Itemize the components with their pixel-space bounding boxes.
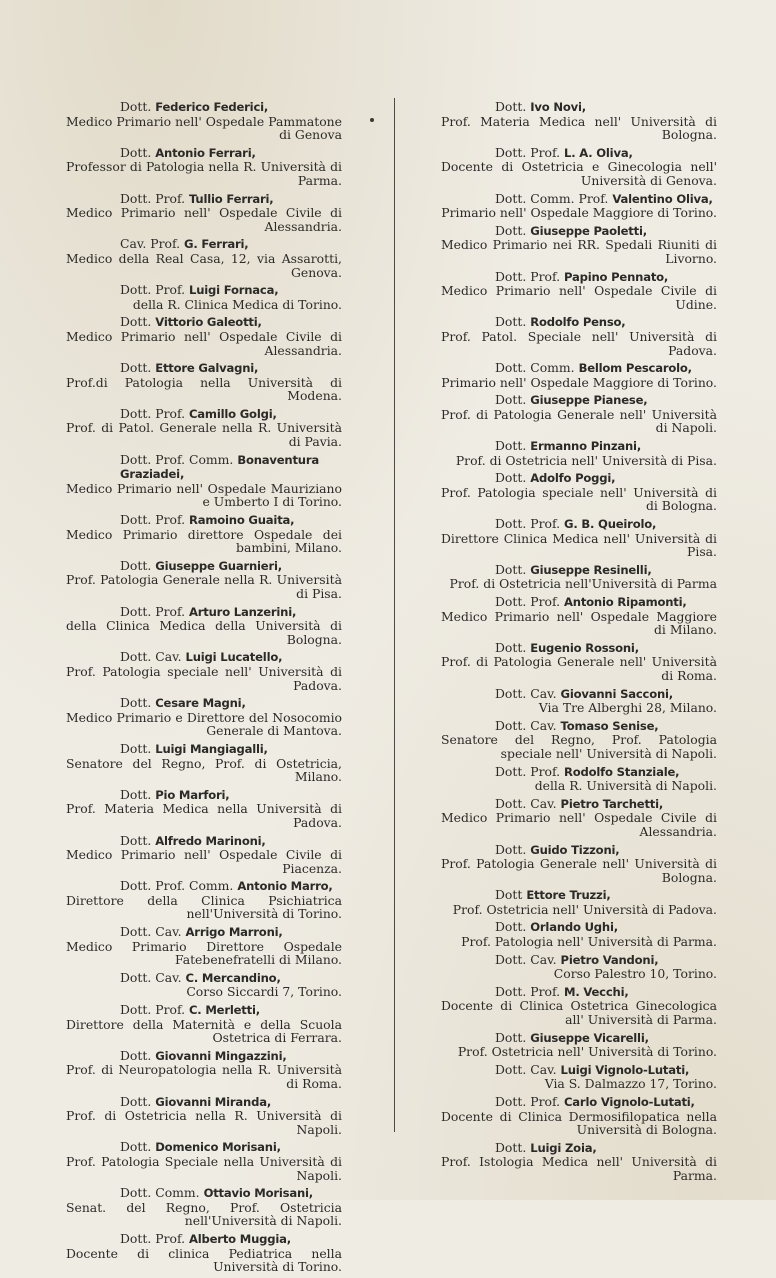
person-name: Giovanni Miranda, xyxy=(155,1094,272,1109)
directory-entry xyxy=(66,237,342,279)
affiliation: Docente di Clinica Ostetrica Ginecologica all' Università di Parma. xyxy=(441,998,717,1028)
affiliation: Prof. Istologia Medica nell' Università di Parma. xyxy=(441,1154,717,1183)
affiliation: Medico Primario nell' Ospedale Pammatone di Genova xyxy=(66,113,342,143)
directory-entry xyxy=(66,1049,342,1091)
directory-entry xyxy=(66,283,342,311)
title-prefix: Dott. Cav. xyxy=(495,951,557,967)
person-name: L. A. Oliva, xyxy=(564,145,633,160)
entry-heading xyxy=(66,146,342,161)
directory-entry xyxy=(441,888,717,916)
entry-heading xyxy=(441,439,717,454)
title-prefix: Dott. xyxy=(120,557,152,573)
person-name: Rodolfo Penso, xyxy=(530,315,626,330)
person-name: Cesare Magni, xyxy=(155,696,246,711)
entry-heading xyxy=(66,834,342,849)
person-name: Pietro Tarchetti, xyxy=(560,796,664,811)
person-name: Ermanno Pinzani, xyxy=(530,439,642,454)
column-divider xyxy=(394,98,395,1132)
title-prefix: Dott. xyxy=(495,392,527,408)
title-prefix: Dott. xyxy=(495,639,527,655)
affiliation: Direttore Clinica Medica nell' Università di Pisa. xyxy=(441,530,717,560)
entry-heading xyxy=(66,1049,342,1064)
title-prefix: Dott. xyxy=(495,1139,527,1155)
entry-heading xyxy=(66,407,342,422)
person-name: G. B. Queirolo, xyxy=(564,517,657,532)
person-name: Guido Tizzoni, xyxy=(530,842,620,857)
entry-heading xyxy=(441,100,717,115)
title-prefix: Dott. Prof. xyxy=(120,1002,186,1018)
title-prefix: Dott. xyxy=(120,99,152,114)
entry-heading xyxy=(66,192,342,207)
entry-heading xyxy=(441,888,717,903)
affiliation: Docente di clinica Pediatrica nella Università di Torino. xyxy=(66,1245,342,1275)
person-name: Luigi Mangiagalli, xyxy=(155,741,268,756)
directory-entry xyxy=(66,1140,342,1182)
directory-entry xyxy=(66,1232,342,1274)
directory-entry xyxy=(66,513,342,555)
person-name: Carlo Vignolo-Lutati, xyxy=(564,1095,695,1109)
affiliation: Prof. Patologia Speciale nella Università di Napoli. xyxy=(66,1153,342,1183)
person-name: Valentino Oliva, xyxy=(612,191,713,206)
title-prefix: Dott. xyxy=(120,314,152,330)
entry-heading xyxy=(66,315,342,330)
directory-entry xyxy=(66,453,342,509)
person-name: Arturo Lanzerini, xyxy=(189,604,297,619)
directory-entry xyxy=(441,687,717,715)
title-prefix: Dott. Prof. Comm. xyxy=(120,451,234,467)
title-prefix: Dott. xyxy=(120,1047,152,1063)
affiliation: Medico Primario Direttore Ospedale Fatebenefratelli di Milano. xyxy=(66,938,342,968)
title-prefix: Dott. xyxy=(120,144,152,160)
directory-entry xyxy=(66,971,342,999)
affiliation: Medico Primario e Direttore del Nosocomio Generale di Mantova. xyxy=(66,709,342,739)
directory-entry xyxy=(66,879,342,921)
person-name: Eugenio Rossoni, xyxy=(530,640,639,655)
title-prefix: Dott. Cav. xyxy=(120,649,182,665)
person-name: Ettore Galvagni, xyxy=(155,361,259,376)
affiliation: Prof. di Patologia Generale nell' Università di Roma. xyxy=(441,654,717,683)
entry-heading xyxy=(441,146,717,161)
affiliation: Medico Primario nell' Ospedale Mauriziano e Umberto I di Torino. xyxy=(66,480,342,510)
entry-heading xyxy=(441,517,717,532)
entry-heading xyxy=(66,453,342,482)
person-name: Antonio Ripamonti, xyxy=(564,595,687,609)
directory-entry xyxy=(441,1141,717,1183)
person-name: Giuseppe Paoletti, xyxy=(530,223,647,238)
directory-entry xyxy=(66,192,342,234)
directory-entry xyxy=(441,641,717,683)
entry-heading xyxy=(66,605,342,620)
affiliation: Medico Primario nell' Ospedale Civile di Alessandria. xyxy=(441,810,717,839)
entry-heading xyxy=(66,1232,342,1247)
affiliation: Senat. del Regno, Prof. Ostetricia nell'Università di Napoli. xyxy=(66,1199,342,1229)
person-name: Federico Federici, xyxy=(155,100,269,114)
directory-entry xyxy=(441,146,717,188)
entry-heading xyxy=(441,393,717,408)
directory-entry xyxy=(66,315,342,357)
person-name: Ottavio Morisani, xyxy=(203,1186,314,1201)
title-prefix: Dott. xyxy=(495,919,527,935)
title-prefix: Dott. xyxy=(495,438,527,454)
person-name: C. Mercandino, xyxy=(185,970,281,985)
title-prefix: Dott. Prof. xyxy=(120,405,186,421)
entry-heading xyxy=(441,1063,717,1078)
person-name: Tullio Ferrari, xyxy=(189,191,274,206)
entry-heading xyxy=(441,687,717,702)
entry-heading xyxy=(441,270,717,285)
title-prefix: Dott. xyxy=(120,832,152,848)
person-name: Domenico Morisani, xyxy=(155,1140,281,1155)
person-name: Arrigo Marroni, xyxy=(185,925,283,940)
affiliation: della R. Università di Napoli. xyxy=(534,778,717,794)
affiliation: Medico Primario nei RR. Spedali Riuniti di Livorno. xyxy=(441,237,717,266)
entry-heading xyxy=(66,971,342,986)
entry-heading xyxy=(66,925,342,940)
person-name: Tomaso Senise, xyxy=(560,718,659,733)
affiliation: Prof. Patologia nell' Università di Parma. xyxy=(461,934,717,950)
entry-heading xyxy=(441,797,717,812)
title-prefix: Dott. Cav. xyxy=(495,1061,557,1077)
directory-entry xyxy=(66,100,342,142)
affiliation: Prof. di Patologia Generale nell' Università di Napoli. xyxy=(441,406,717,436)
person-name: Orlando Ughi, xyxy=(530,920,618,935)
directory-entry xyxy=(441,953,717,981)
entry-heading xyxy=(441,224,717,239)
person-name: Luigi Fornaca, xyxy=(189,283,279,298)
affiliation: Direttore della Clinica Psichiatrica nell'Università di Torino. xyxy=(66,892,342,922)
title-prefix: Dott. xyxy=(495,99,527,114)
title-prefix: Dott. Prof. xyxy=(495,268,561,284)
person-name: Giuseppe Vicarelli, xyxy=(530,1030,649,1045)
title-prefix: Dott. Comm. xyxy=(120,1185,200,1201)
title-prefix: Dott. xyxy=(120,695,152,711)
affiliation: Prof. Ostetricia nell' Università di Padova. xyxy=(452,901,717,917)
title-prefix: Dott. Cav. xyxy=(495,795,557,811)
directory-entry xyxy=(441,563,717,591)
affiliation: Prof. Materia Medica nella Università di Padova. xyxy=(66,801,342,830)
entry-heading xyxy=(66,696,342,711)
directory-entry xyxy=(441,985,717,1027)
entry-heading xyxy=(66,1003,342,1018)
person-name: Antonio Ferrari, xyxy=(155,145,256,160)
entry-heading xyxy=(66,742,342,757)
title-prefix: Dott. xyxy=(120,786,152,802)
directory-entry xyxy=(441,1031,717,1059)
person-name: M. Vecchi, xyxy=(564,984,629,999)
entry-heading xyxy=(441,595,717,610)
affiliation: Prof. Ostetricia nell' Università di Torino. xyxy=(457,1044,717,1060)
entry-heading xyxy=(66,513,342,528)
person-name: Papino Pennato, xyxy=(564,269,669,284)
entry-heading xyxy=(441,1141,717,1156)
person-name: Antonio Marro, xyxy=(237,879,333,894)
entry-heading xyxy=(66,283,342,298)
affiliation: Prof. di Ostetricia nell'Università di Parma xyxy=(449,576,717,592)
directory-entry xyxy=(66,925,342,967)
title-prefix: Dott. Comm. xyxy=(495,360,575,376)
title-prefix: Dott. Prof. xyxy=(120,603,186,619)
person-name: Ettore Truzzi, xyxy=(526,888,611,903)
entry-heading xyxy=(441,192,717,207)
entry-heading xyxy=(66,788,342,803)
directory-entry xyxy=(441,595,717,637)
affiliation: Medico Primario nell' Ospedale Civile di Alessandria. xyxy=(66,205,342,234)
entry-heading xyxy=(66,100,342,115)
person-name: Giuseppe Guarnieri, xyxy=(155,558,282,573)
person-name: Alfredo Marinoni, xyxy=(155,833,266,848)
affiliation: Prof. di Neuropatologia nella R. Università di Roma. xyxy=(66,1062,342,1091)
person-name: Bonaventura Graziadei, xyxy=(120,452,320,482)
affiliation: Prof.di Patologia nella Università di Modena. xyxy=(66,374,342,404)
affiliation: Prof. Patologia speciale nell' Università di di Bologna. xyxy=(441,484,717,514)
ink-dot xyxy=(370,118,374,122)
entry-heading xyxy=(441,843,717,858)
person-name: Luigi Zoia, xyxy=(530,1140,597,1155)
directory-entry xyxy=(441,315,717,357)
entry-heading xyxy=(441,641,717,656)
directory-entry xyxy=(66,650,342,692)
affiliation: della Clinica Medica della Università di Bologna. xyxy=(66,618,342,647)
title-prefix: Dott. Prof. xyxy=(120,1230,186,1246)
person-name: Pio Marfori, xyxy=(155,787,230,802)
affiliation: Prof. Patol. Speciale nell' Università di Padova. xyxy=(441,328,717,358)
person-name: Giovanni Mingazzini, xyxy=(155,1048,287,1063)
affiliation: Docente di Clinica Dermosifilopatica nella Università di Bologna. xyxy=(441,1108,717,1138)
entry-heading xyxy=(441,985,717,1000)
entry-heading xyxy=(66,1140,342,1155)
directory-entry xyxy=(441,1095,717,1137)
person-name: Rodolfo Stanziale, xyxy=(564,764,680,779)
affiliation: Medico Primario nell' Ospedale Civile di Alessandria. xyxy=(66,328,342,358)
person-name: Giuseppe Resinelli, xyxy=(530,562,652,577)
directory-entry xyxy=(441,920,717,948)
title-prefix: Dott. xyxy=(495,841,527,857)
title-prefix: Dott. Prof. xyxy=(495,1094,561,1109)
title-prefix: Dott. xyxy=(495,314,527,330)
title-prefix: Dott. Cav. xyxy=(495,685,557,701)
entry-heading xyxy=(441,471,717,486)
affiliation: Primario nell' Ospedale Maggiore di Torino. xyxy=(441,374,717,390)
affiliation: Medico Primario nell' Ospedale Civile di Udine. xyxy=(441,283,717,312)
title-prefix: Dott. Comm. Prof. xyxy=(495,190,609,206)
title-prefix: Dott. xyxy=(495,1029,527,1045)
directory-entry xyxy=(66,559,342,601)
affiliation: Prof. Materia Medica nell' Università di Bologna. xyxy=(441,113,717,143)
person-name: Pietro Vandoni, xyxy=(560,952,659,967)
entry-heading xyxy=(66,559,342,574)
affiliation: Primario nell' Ospedale Maggiore di Torino. xyxy=(441,205,717,221)
left-column xyxy=(66,100,342,1278)
affiliation: Medico Primario nell' Ospedale Maggiore di Milano. xyxy=(441,608,717,638)
person-name: G. Ferrari, xyxy=(184,237,249,252)
entry-heading xyxy=(66,1095,342,1110)
title-prefix: Dott xyxy=(495,887,523,903)
directory-entry xyxy=(441,361,717,389)
person-name: Giuseppe Pianese, xyxy=(530,393,648,408)
affiliation: Via Tre Alberghi 28, Milano. xyxy=(538,700,717,716)
directory-entry xyxy=(441,843,717,885)
affiliation: Corso Palestro 10, Torino. xyxy=(553,966,717,982)
directory-entry xyxy=(66,1186,342,1228)
entry-heading xyxy=(66,237,342,252)
title-prefix: Dott. Prof. xyxy=(495,516,561,532)
title-prefix: Dott. Prof. xyxy=(495,594,561,609)
affiliation: Prof. di Patol. Generale nella R. Università di Pavia. xyxy=(66,420,342,450)
entry-heading xyxy=(66,1186,342,1201)
affiliation: Prof. di Ostetricia nella R. Università di Napoli. xyxy=(66,1108,342,1137)
directory-entry xyxy=(441,393,717,435)
directory-entry xyxy=(441,719,717,761)
entry-heading xyxy=(441,719,717,734)
entry-heading xyxy=(441,1031,717,1046)
directory-entry xyxy=(441,797,717,839)
directory-entry xyxy=(441,517,717,559)
person-name: C. Merletti, xyxy=(189,1003,260,1018)
title-prefix: Dott. xyxy=(120,740,152,756)
directory-entry xyxy=(441,1063,717,1091)
directory-entry xyxy=(66,788,342,830)
affiliation: Prof. Patologia Generale nella R. Università di Pisa. xyxy=(66,572,342,601)
person-name: Bellom Pescarolo, xyxy=(578,361,692,376)
title-prefix: Dott. Prof. xyxy=(495,144,561,160)
affiliation: Direttore della Maternità e della Scuola Ostetrica di Ferrara. xyxy=(66,1016,342,1046)
directory-entry xyxy=(66,742,342,784)
directory-entry xyxy=(441,471,717,513)
affiliation: Medico della Real Casa, 12, via Assarotti, Genova. xyxy=(66,250,342,280)
entry-heading xyxy=(441,361,717,376)
directory-entry xyxy=(66,407,342,449)
affiliation: Prof. Patologia Generale nell' Università di Bologna. xyxy=(441,856,717,885)
title-prefix: Dott. Prof. xyxy=(120,190,186,206)
entry-heading xyxy=(441,315,717,330)
affiliation: Corso Siccardi 7, Torino. xyxy=(186,984,342,1000)
directory-entry xyxy=(66,1003,342,1045)
directory-entry xyxy=(66,361,342,403)
title-prefix: Cav. Prof. xyxy=(120,236,181,252)
directory-entry xyxy=(441,439,717,467)
title-prefix: Dott. Cav. xyxy=(495,717,557,733)
directory-entry xyxy=(441,270,717,312)
directory-entry xyxy=(441,100,717,142)
directory-entry xyxy=(66,1095,342,1137)
person-name: Adolfo Poggi, xyxy=(530,471,616,486)
entry-heading xyxy=(66,361,342,376)
title-prefix: Dott. xyxy=(495,561,527,577)
title-prefix: Dott. xyxy=(120,1139,152,1155)
title-prefix: Dott. Prof. xyxy=(495,983,561,999)
directory-entry xyxy=(66,146,342,188)
affiliation: Senatore del Regno, Prof. di Ostetricia, Milano. xyxy=(66,755,342,785)
affiliation: Docente di Ostetricia e Ginecologia nell' Università di Genova. xyxy=(441,159,717,188)
affiliation: Medico Primario direttore Ospedale dei bambini, Milano. xyxy=(66,526,342,556)
affiliation: della R. Clinica Medica di Torino. xyxy=(132,296,342,312)
directory-entry xyxy=(66,696,342,738)
person-name: Ramoino Guaita, xyxy=(189,513,295,528)
title-prefix: Dott. Prof. xyxy=(120,512,186,528)
person-name: Alberto Muggia, xyxy=(189,1231,291,1246)
affiliation: Via S. Dalmazzo 17, Torino. xyxy=(544,1076,717,1092)
entry-heading xyxy=(441,920,717,935)
directory-entry xyxy=(441,224,717,266)
affiliation: Medico Primario nell' Ospedale Civile di Piacenza. xyxy=(66,847,342,876)
title-prefix: Dott. xyxy=(495,222,527,238)
directory-entry xyxy=(441,192,717,220)
entry-heading xyxy=(66,650,342,665)
directory-entry xyxy=(441,765,717,793)
title-prefix: Dott. Cav. xyxy=(120,924,182,940)
affiliation: Professor di Patologia nella R. Università di Parma. xyxy=(66,159,342,188)
directory-entry xyxy=(66,834,342,876)
entry-heading xyxy=(441,953,717,968)
affiliation: Prof. di Ostetricia nell' Università di Pisa. xyxy=(455,452,717,468)
affiliation: Prof. Patologia speciale nell' Università di Padova. xyxy=(66,663,342,693)
right-column xyxy=(441,100,717,1187)
person-name: Giovanni Sacconi, xyxy=(560,686,674,701)
entry-heading xyxy=(441,765,717,780)
person-name: Camillo Golgi, xyxy=(189,406,277,421)
title-prefix: Dott. xyxy=(495,470,527,486)
title-prefix: Dott. xyxy=(120,1093,152,1109)
person-name: Luigi Vignolo-Lutati, xyxy=(560,1062,690,1077)
title-prefix: Dott. Prof. Comm. xyxy=(120,878,234,894)
affiliation: Senatore del Regno, Prof. Patologia speciale nell' Università di Napoli. xyxy=(441,732,717,761)
person-name: Luigi Lucatello, xyxy=(185,650,283,665)
title-prefix: Dott. Prof. xyxy=(495,763,561,779)
entry-heading xyxy=(66,879,342,894)
entry-heading xyxy=(441,1095,717,1110)
person-name: Vittorio Galeotti, xyxy=(155,315,262,330)
directory-entry xyxy=(66,605,342,647)
title-prefix: Dott. Prof. xyxy=(120,282,186,298)
title-prefix: Dott. xyxy=(120,360,152,376)
person-name: Ivo Novi, xyxy=(530,100,586,114)
title-prefix: Dott. Cav. xyxy=(120,969,182,985)
entry-heading xyxy=(441,563,717,578)
